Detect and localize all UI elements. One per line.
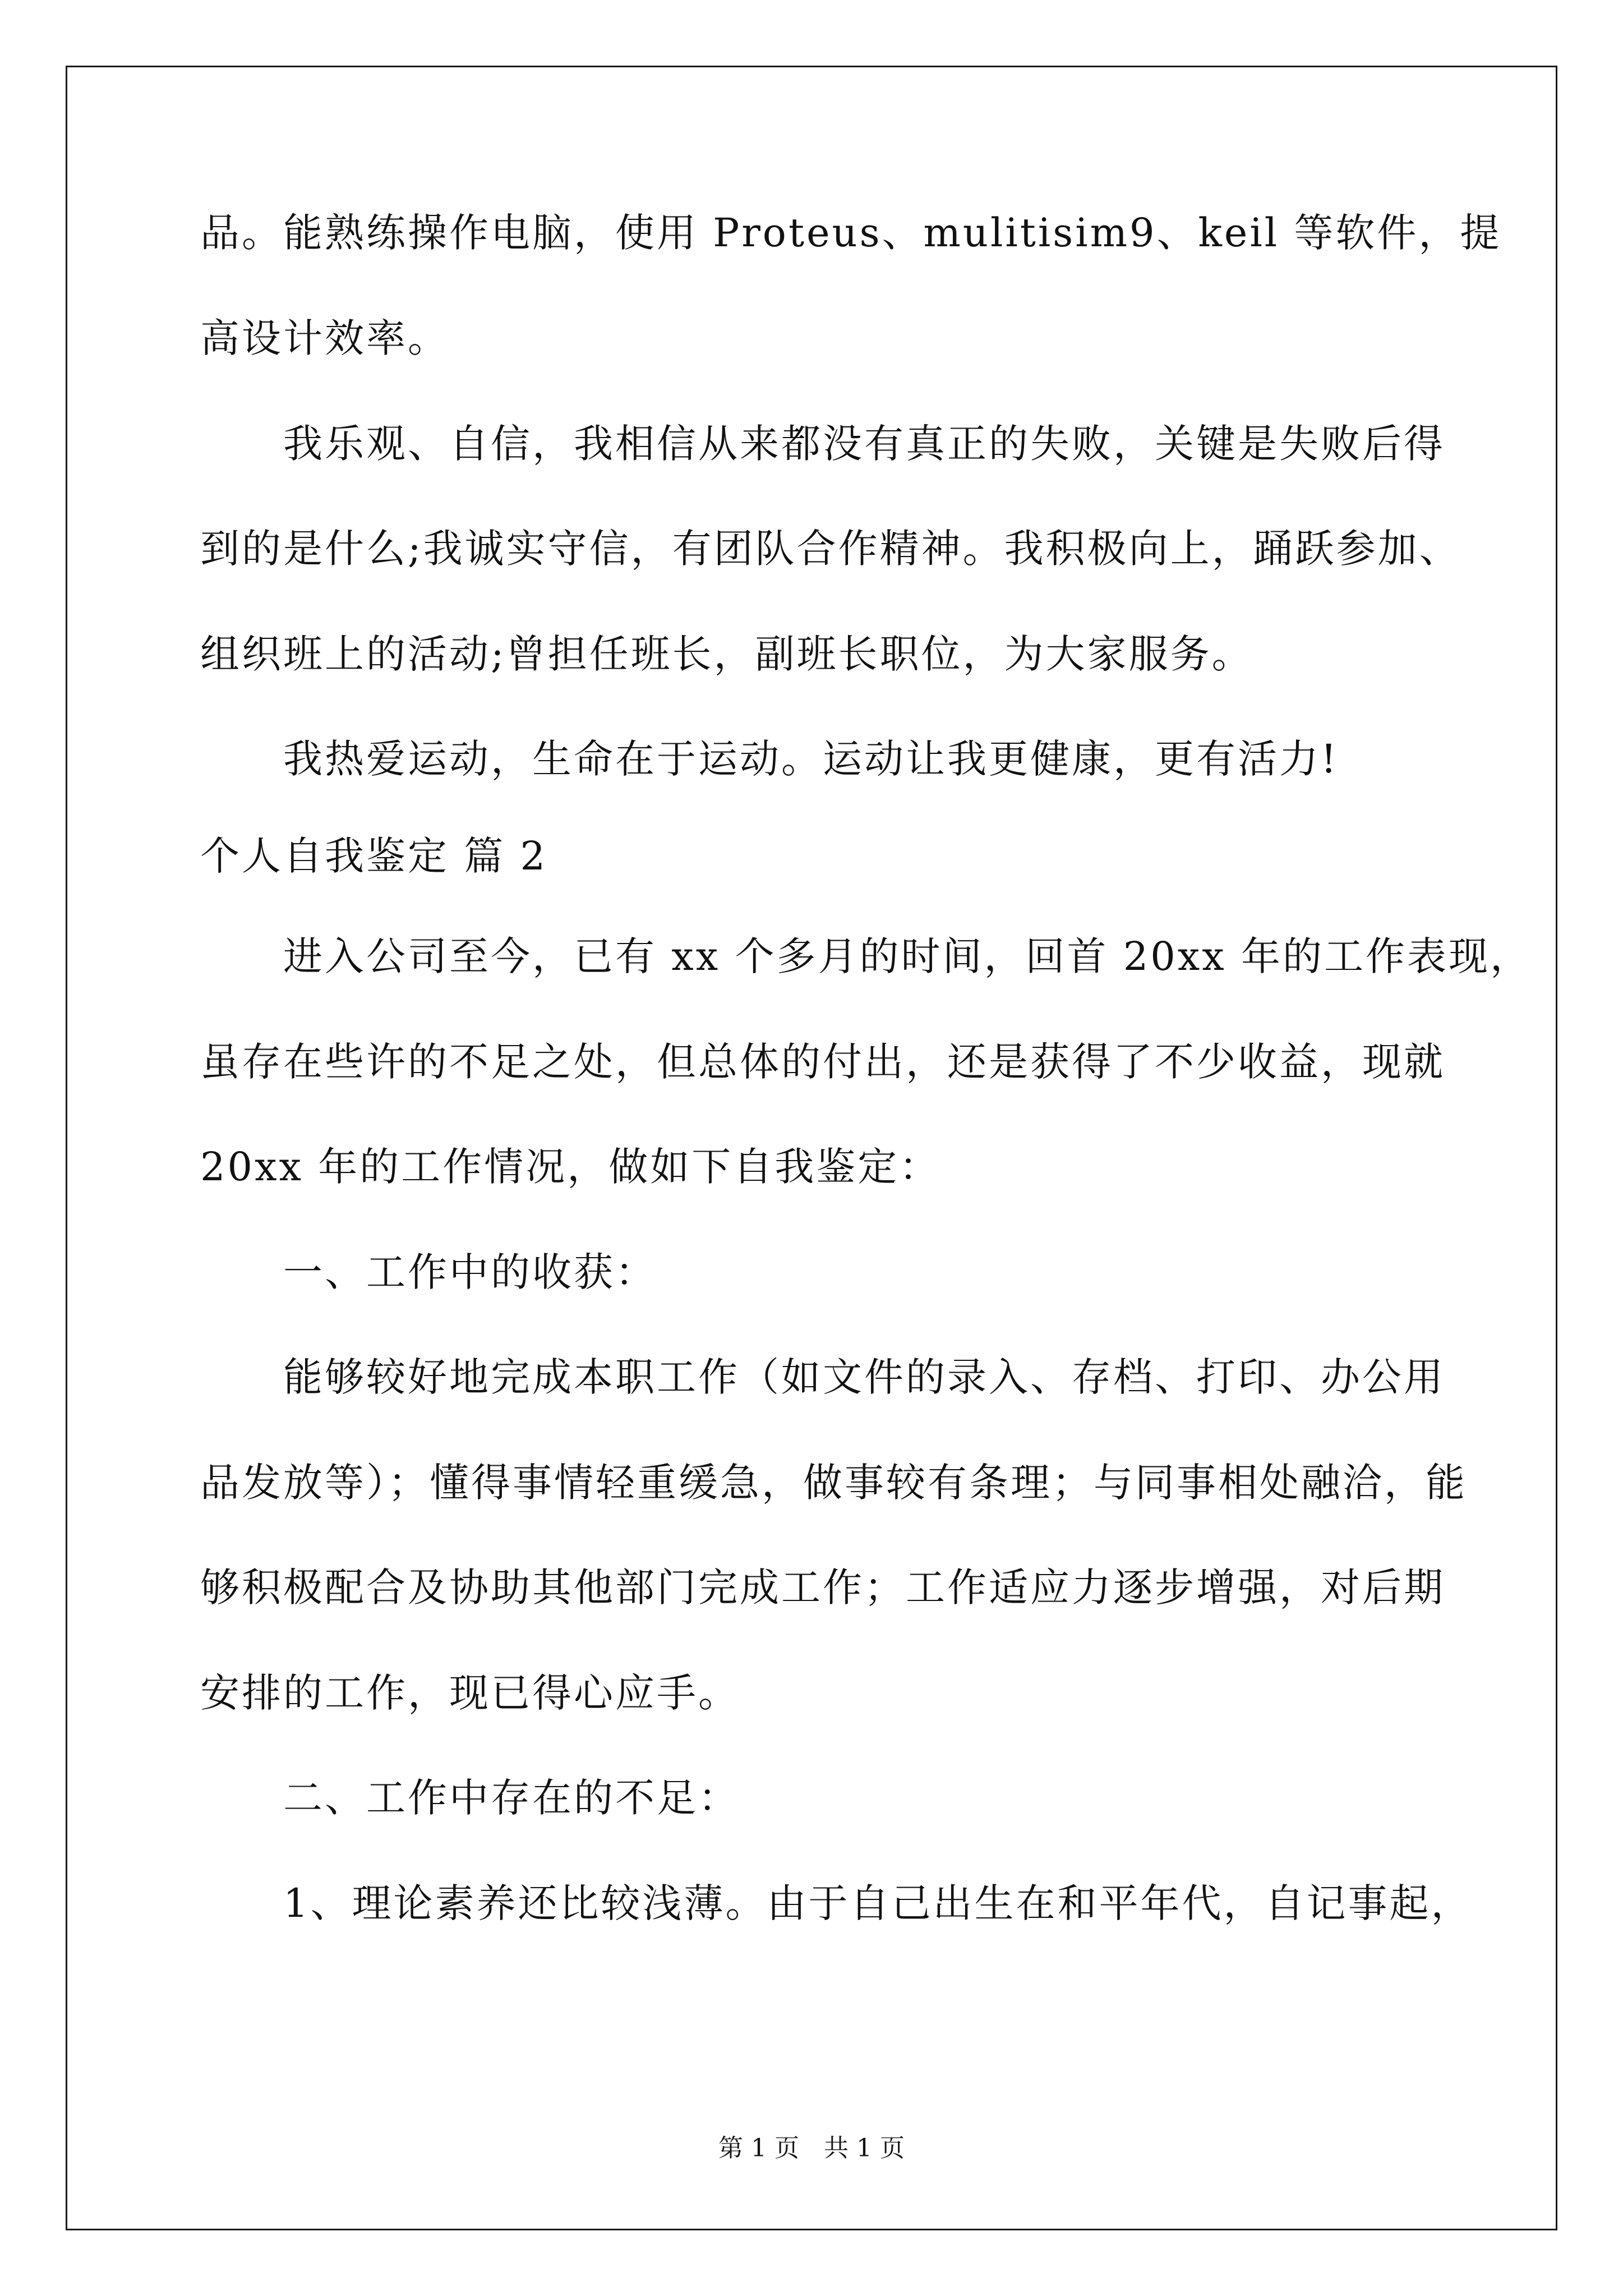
subheading-line: 一、工作中的收获： bbox=[283, 1249, 657, 1295]
section-heading: 个人自我鉴定 篇 2 bbox=[200, 833, 548, 879]
text-line: 虽存在些许的不足之处，但总体的付出，还是获得了不少收益，现就 bbox=[200, 1039, 1445, 1085]
page-number-footer: 第 1 页 共 1 页 bbox=[718, 2134, 905, 2162]
text-line: 够积极配合及协助其他部门完成工作；工作适应力逐步增强，对后期 bbox=[200, 1565, 1445, 1611]
text-line: 到的是什么;我诚实守信，有团队合作精神。我积极向上，踊跃参加、 bbox=[200, 526, 1461, 572]
paragraph-start-line: 进入公司至今，已有 xx 个多月的时间，回首 20xx 年的工作表现， bbox=[283, 933, 1532, 979]
text-line: 安排的工作，现已得心应手。 bbox=[200, 1670, 740, 1716]
paragraph-start-line: 能够较好地完成本职工作（如文件的录入、存档、打印、办公用 bbox=[283, 1354, 1445, 1400]
paragraph-start-line: 我乐观、自信，我相信从来都没有真正的失败，关键是失败后得 bbox=[283, 421, 1445, 467]
text-line: 品发放等）；懂得事情轻重缓急，做事较有条理；与同事相处融洽，能 bbox=[200, 1460, 1467, 1506]
text-line: 组织班上的活动;曾担任班长，副班长职位，为大家服务。 bbox=[200, 631, 1253, 677]
text-line: 20xx 年的工作情况，做如下自我鉴定： bbox=[200, 1144, 941, 1190]
subheading-line: 二、工作中存在的不足： bbox=[283, 1775, 740, 1821]
text-line: 高设计效率。 bbox=[200, 315, 449, 361]
text-line: 品。能熟练操作电脑，使用 Proteus、mulitisim9、keil 等软件，提 bbox=[200, 210, 1502, 256]
paragraph-start-line: 我热爱运动，生命在于运动。运动让我更健康，更有活力! bbox=[283, 736, 1339, 782]
paragraph-start-line: 1、理论素养还比较浅薄。由于自己出生在和平年代，自记事起， bbox=[283, 1880, 1473, 1926]
